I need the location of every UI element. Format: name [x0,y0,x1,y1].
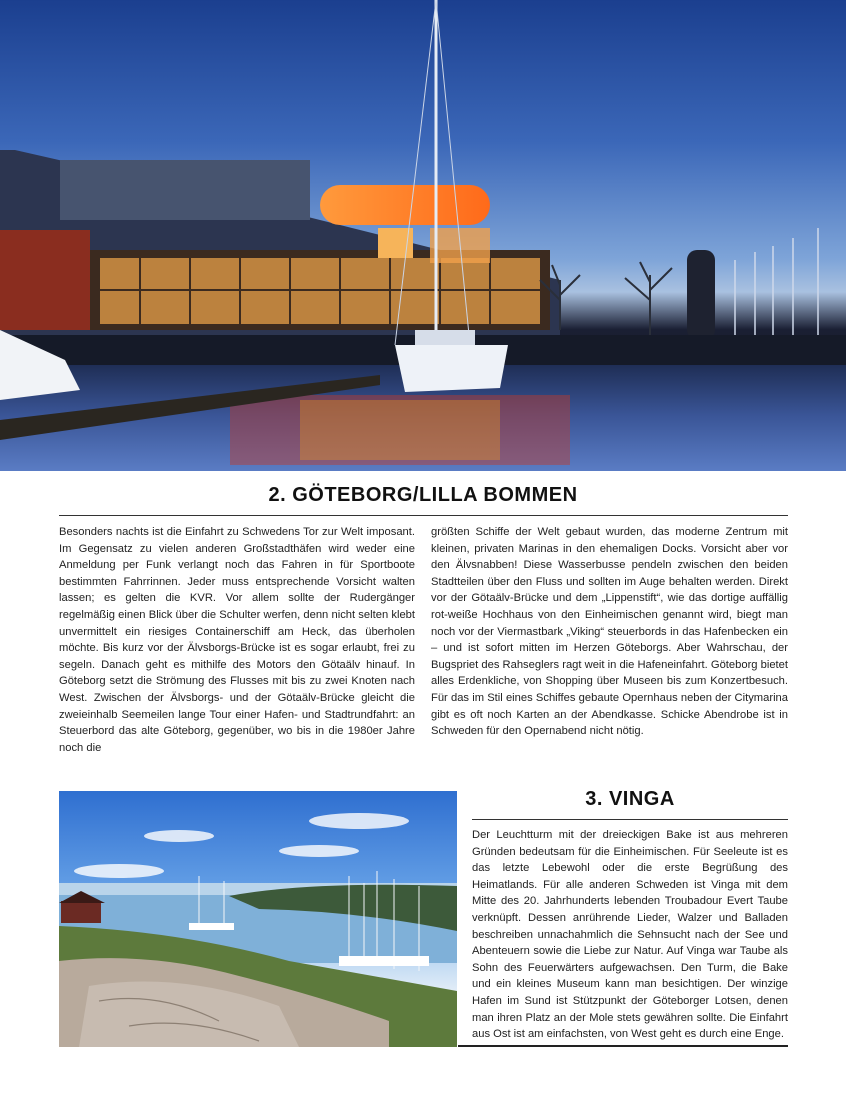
hero-photo-goteborg-opera [0,0,846,471]
harbor-night-illustration [0,0,846,471]
article-column-right [431,524,788,740]
section-title-goteborg: 2. GÖTEBORG/LILLA BOMMEN [268,484,578,506]
article-column-vinga [472,827,788,1043]
article-text: Besonders nachts ist die Einfahrt zu Schwedens Tor zur Welt imposant. Im Gegensatz zu vielen anderen Großstadthäfen wird weder eine Anmeldung per Funk verlangt noch das Fahren in für Sportboote bestimmten Fahrrinnen. Jeder muss entsprechende Vorsicht walten lassen; es gelten die KVR. Vor allem sollte der Rudergänger regelmäßig einen Blick über die Schulter werfen, denn nicht selten klebt unvermittelt ein riesiges Containerschiff am Heck, das überholen möchte. Bis kurz vor der Älvsborgs-Brücke ist es sogar erlaubt, frei zu segeln. Danach geht es mithilfe des Motors den Götaälv hinauf. In Göteborg setzt die Strömung des Flusses mit bis zu zwei Knoten nach West. Zwischen der Älvsborgs- und der Götaälv-Brücke gleicht die zweieinhalb Seemeilen lange Tour einer Hafen- und Stadtrundfahrt: an Steuerbord das alte Göteborg, gegenüber, wo bis in die 1980er Jahre noch die [59,526,415,754]
photo-vinga-harbor [59,791,457,1047]
section-divider [472,819,788,820]
article-text: Der Leuchtturm mit der dreieckigen Bake ist aus mehreren Gründen bedeutsam für die Einheimischen. Für Seeleute ist es das letzte Lebewohl oder die erste Begrüßung des Heimatlands. Für alle anderen Schweden ist Vinga mit dem Mitte des 20. Jahrhunderts lebenden Troubadour Evert Taube verknüpft. Dessen anrührende Lieder, Walzer und Balladen beschreiben unnachahmlich die Sehnsucht nach der See und Abenteuern sowie die Liebe zur Natur. Auf Vinga war Taube als Sohn des Feuerwärters aufgewachsen. Den Turm, die Bake und ein kleines Museum kann man besichtigen. Der winzige Hafen im Sund ist Stützpunkt der Göteborger Lotsen, denen man ihren Platz an der Mole stets gewähren sollte. Die Einfahrt aus Ost ist am einfachsten, von West geht es durch eine Enge. [472,829,788,1041]
vinga-coast-illustration [59,791,457,1047]
article-column-left [59,524,415,756]
article-text: größten Schiffe der Welt gebaut wurden, das moderne Zentrum mit kleinen, privaten Marinas in den ehemaligen Docks. Vorsicht aber vor den Älvsnabben! Diese Wasserbusse pendeln zwischen den beiden Stadtteilen über den Fluss und sollten im Auge behalten werden. Direkt vor der Götaälv-Brücke und dem „Lippenstift“, wie das dortige auffällig rot-weiße Hochhaus von den Einheimischen genannt wird, biegt man noch vor der Viermastbark „Viking“ steuerbords in das Hafenbecken ein – und ist sofort mitten im Herzen Göteborgs. Aber Wahrschau, der Bugspriet des Rahseglers ragt weit in die Hafeneinfahrt. Göteborg bietet alles Erdenkliche, von Shopping über Museen bis zum Konzertbesuch. Für das im Stil eines Schiffes gebaute Opernhaus neben der Citymarina gibt es oft noch Karten an der Abendkasse. Schicke Abendrobe ist in Schweden für den Opernabend nicht nötig. [431,526,788,738]
section-divider [59,515,788,516]
section-end-rule [458,1045,788,1047]
section-title-vinga: 3. VINGA [585,788,675,810]
